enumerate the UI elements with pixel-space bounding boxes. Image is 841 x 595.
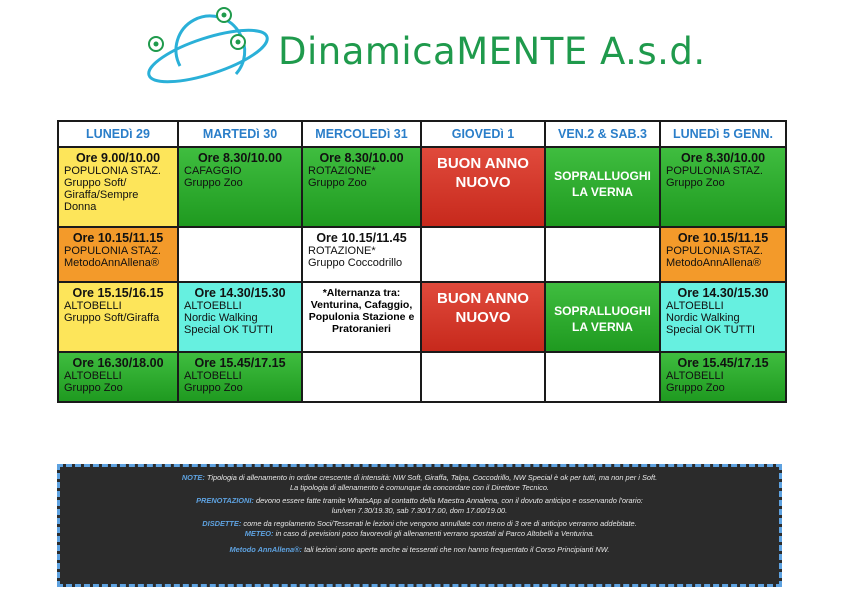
schedule-cell bbox=[302, 227, 421, 282]
schedule-cell bbox=[178, 227, 302, 282]
disdette-text: come da regolamento Soci/Tesserati le lezioni che vengono annullate con meno di 3 ore di anticipo verranno addebitate. bbox=[243, 519, 637, 528]
session-detail: POPULONIA STAZ. bbox=[64, 165, 161, 177]
event-label: SOPRALLUOGHI bbox=[554, 304, 651, 318]
session-time: Ore 14.30/15.30 bbox=[677, 286, 769, 300]
prenotazioni-text-2: lun/ven 7.30/19.30, sab 7.30/17.00, dom 17.00/19.00. bbox=[331, 506, 508, 515]
schedule-cell bbox=[545, 352, 660, 402]
rotation-note: *Alternanza tra: bbox=[322, 287, 401, 299]
session-detail: ALTOBELLI bbox=[666, 370, 724, 382]
session-detail: Gruppo Zoo bbox=[308, 177, 367, 189]
disdette-label: DISDETTE: bbox=[202, 519, 242, 528]
session-time: Ore 14.30/15.30 bbox=[194, 286, 286, 300]
holiday-label: NUOVO bbox=[455, 174, 511, 191]
prenotazioni-text: devono essere fatte tramite WhatsApp al contatto della Maestra Annalena, con il dovuto anticipo e osservando l'orario: bbox=[255, 496, 643, 505]
session-detail: Gruppo Coccodrillo bbox=[308, 257, 403, 269]
schedule-cell bbox=[421, 147, 545, 227]
schedule-cell bbox=[58, 282, 178, 352]
schedule-cell bbox=[545, 227, 660, 282]
schedule-row bbox=[58, 227, 786, 282]
session-detail: Gruppo Zoo bbox=[64, 382, 123, 394]
session-time: Ore 10.15/11.15 bbox=[72, 231, 164, 245]
session-detail: Gruppo Soft/Giraffa bbox=[64, 312, 160, 324]
metodo-text: tali lezioni sono aperte anche ai tesserati che non hanno frequentato il Corso Principianti NW. bbox=[304, 545, 610, 554]
session-detail: POPULONIA STAZ. bbox=[666, 245, 763, 257]
session-detail: ALTOEBLLI bbox=[184, 300, 242, 312]
holiday-label: NUOVO bbox=[455, 309, 511, 326]
session-detail: Nordic Walking bbox=[184, 312, 258, 324]
schedule-cell bbox=[58, 352, 178, 402]
session-detail: POPULONIA STAZ. bbox=[64, 245, 161, 257]
schedule-cell bbox=[178, 282, 302, 352]
notes-panel bbox=[57, 464, 782, 587]
day-header: GIOVEDì 1 bbox=[421, 121, 545, 147]
schedule-cell bbox=[660, 282, 786, 352]
schedule-row bbox=[58, 352, 786, 402]
note-text-2: La tipologia di allenamento è comunque da concordare con il Direttore Tecnico. bbox=[290, 483, 549, 492]
schedule-cell bbox=[58, 227, 178, 282]
session-time: Ore 9.00/10.00 bbox=[75, 151, 161, 165]
schedule-cell bbox=[421, 227, 545, 282]
schedule-row bbox=[58, 282, 786, 352]
schedule-cell bbox=[545, 147, 660, 227]
holiday-label: BUON ANNO bbox=[437, 155, 529, 172]
session-detail: Nordic Walking bbox=[666, 312, 740, 324]
rotation-note: Pratoranieri bbox=[332, 323, 391, 335]
session-time: Ore 10.15/11.45 bbox=[316, 231, 407, 245]
event-label: LA VERNA bbox=[572, 185, 633, 199]
session-detail: ALTOBELLI bbox=[184, 370, 242, 382]
event-label: LA VERNA bbox=[572, 320, 633, 334]
rotation-note: Populonia Stazione e bbox=[308, 311, 415, 323]
schedule-cell bbox=[421, 282, 545, 352]
rotation-note: Venturina, Cafaggio, bbox=[310, 299, 413, 311]
metodo-label: Metodo AnnAllena®: bbox=[229, 545, 303, 554]
session-detail: CAFAGGIO bbox=[184, 165, 242, 177]
meteo-label: METEO: bbox=[244, 529, 274, 538]
note-label: NOTE: bbox=[181, 473, 205, 482]
session-detail: Gruppo Zoo bbox=[666, 177, 725, 189]
schedule-cell bbox=[660, 227, 786, 282]
day-header: MARTEDì 30 bbox=[178, 121, 302, 147]
session-time: Ore 15.45/17.15 bbox=[677, 356, 769, 370]
session-detail: ALTOBELLI bbox=[64, 300, 122, 312]
event-label: SOPRALLUOGHI bbox=[554, 169, 651, 183]
session-time: Ore 8.30/10.00 bbox=[680, 151, 766, 165]
schedule-cell bbox=[178, 147, 302, 227]
session-detail: ROTAZIONE* bbox=[308, 165, 376, 177]
schedule-cell bbox=[302, 352, 421, 402]
session-detail: Gruppo Soft/ bbox=[64, 177, 127, 189]
session-detail: Gruppo Zoo bbox=[666, 382, 725, 394]
day-header: VEN.2 & SAB.3 bbox=[545, 121, 660, 147]
schedule-cell bbox=[545, 282, 660, 352]
session-detail: Gruppo Zoo bbox=[184, 382, 243, 394]
session-time: Ore 8.30/10.00 bbox=[197, 151, 283, 165]
schedule-cell bbox=[421, 352, 545, 402]
schedule-cell bbox=[178, 352, 302, 402]
schedule-cell bbox=[660, 147, 786, 227]
schedule-cell bbox=[302, 147, 421, 227]
note-text: Tipologia di allenamento in ordine crescente di intensità: NW Soft, Giraffa, Talpa, Coccodrillo, NW Special è ok per tutti, ma non per i Soft. bbox=[206, 473, 658, 482]
schedule-table bbox=[57, 120, 787, 403]
session-detail: ALTOBELLI bbox=[64, 370, 122, 382]
day-header: LUNEDì 5 GENN. bbox=[660, 121, 786, 147]
session-detail: ALTOEBLLI bbox=[666, 300, 724, 312]
session-time: Ore 16.30/18.00 bbox=[72, 356, 164, 370]
schedule-row bbox=[58, 147, 786, 227]
session-detail: Donna bbox=[64, 201, 97, 213]
session-time: Ore 8.30/10.00 bbox=[319, 151, 404, 165]
session-detail: MetodoAnnAllena® bbox=[666, 257, 761, 269]
header-row bbox=[58, 121, 786, 147]
session-detail: Special OK TUTTI bbox=[666, 324, 756, 336]
schedule-cell bbox=[58, 147, 178, 227]
prenotazioni-label: PRENOTAZIONI: bbox=[196, 496, 254, 505]
session-detail: Special OK TUTTI bbox=[184, 324, 274, 336]
schedule-cell bbox=[302, 282, 421, 352]
brand-title: DinamicaMENTE A.s.d. bbox=[278, 30, 706, 73]
holiday-label: BUON ANNO bbox=[437, 290, 529, 307]
schedule-cell bbox=[660, 352, 786, 402]
session-detail: Giraffa/Sempre bbox=[64, 189, 139, 201]
session-time: Ore 10.15/11.15 bbox=[677, 231, 769, 245]
session-detail: POPULONIA STAZ. bbox=[666, 165, 763, 177]
day-header: MERCOLEDì 31 bbox=[302, 121, 421, 147]
session-time: Ore 15.15/16.15 bbox=[72, 286, 164, 300]
day-header: LUNEDì 29 bbox=[58, 121, 178, 147]
session-time: Ore 15.45/17.15 bbox=[194, 356, 286, 370]
meteo-text: in caso di previsioni poco favorevoli gli allenamenti verrano spostati al Parco Altobelli a Venturina. bbox=[275, 529, 595, 538]
session-detail: Gruppo Zoo bbox=[184, 177, 243, 189]
session-detail: MetodoAnnAllena® bbox=[64, 257, 159, 269]
session-detail: ROTAZIONE* bbox=[308, 245, 376, 257]
